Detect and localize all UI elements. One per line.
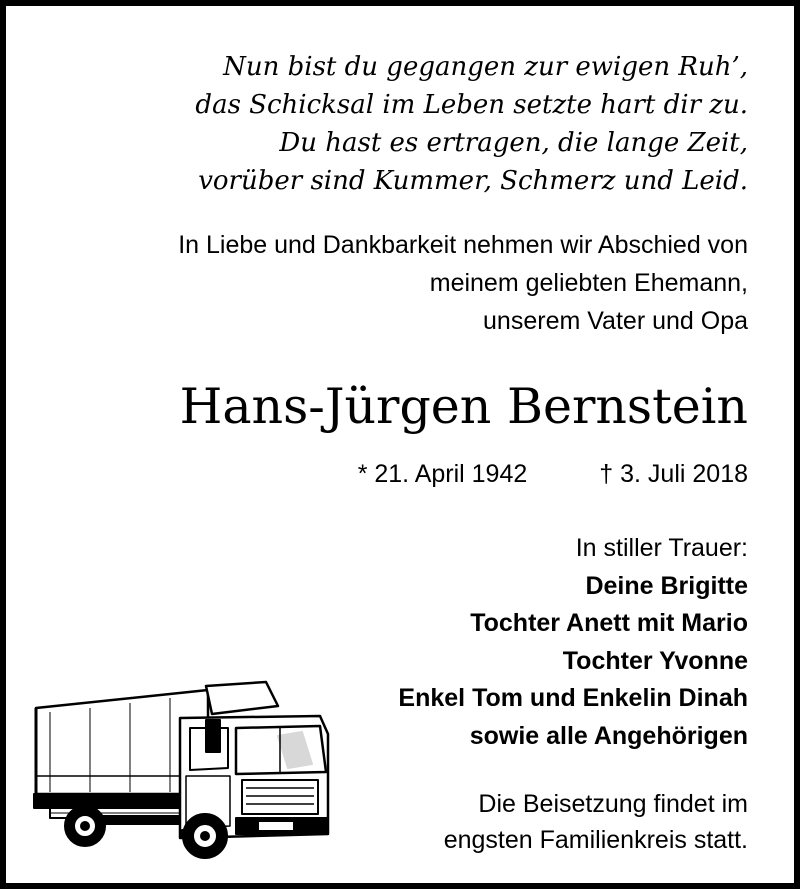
poem-line: das Schicksal im Leben setzte hart dir zu. — [195, 90, 748, 120]
intro-line: meinem geliebten Ehemann, — [429, 269, 748, 297]
life-dates — [358, 457, 748, 491]
funeral-line: Die Beisetzung findet im — [478, 790, 748, 818]
mourners-block — [398, 530, 748, 755]
death-date: † 3. Juli 2018 — [599, 460, 748, 488]
mourner-name: Deine Brigitte — [585, 571, 748, 600]
deceased-name: Hans-Jürgen Bernstein — [179, 378, 748, 435]
mourners-heading: In stiller Trauer: — [575, 534, 748, 562]
funeral-note — [444, 786, 748, 858]
mourner-name: Tochter Anett mit Mario — [470, 609, 748, 637]
poem-line: vorüber sind Kummer, Schmerz und Leid. — [198, 166, 748, 196]
mourner-name: Tochter Yvonne — [562, 646, 748, 675]
intro-line: In Liebe und Dankbarkeit nehmen wir Abschied von — [178, 231, 748, 259]
mourner-name: Enkel Tom und Enkelin Dinah — [398, 684, 748, 712]
mourner-name: sowie alle Angehörigen — [469, 721, 748, 750]
poem-line: Du hast es ertragen, die lange Zeit, — [279, 128, 748, 158]
poem-line: Nun bist du gegangen zur ewigen Ruh’, — [223, 52, 748, 82]
funeral-line: engsten Familienkreis statt. — [443, 826, 748, 854]
intro-text — [178, 226, 748, 340]
birth-date: * 21. April 1942 — [357, 460, 528, 488]
truck-icon — [30, 676, 340, 866]
poem — [195, 48, 748, 200]
intro-line: unserem Vater und Opa — [483, 307, 748, 335]
